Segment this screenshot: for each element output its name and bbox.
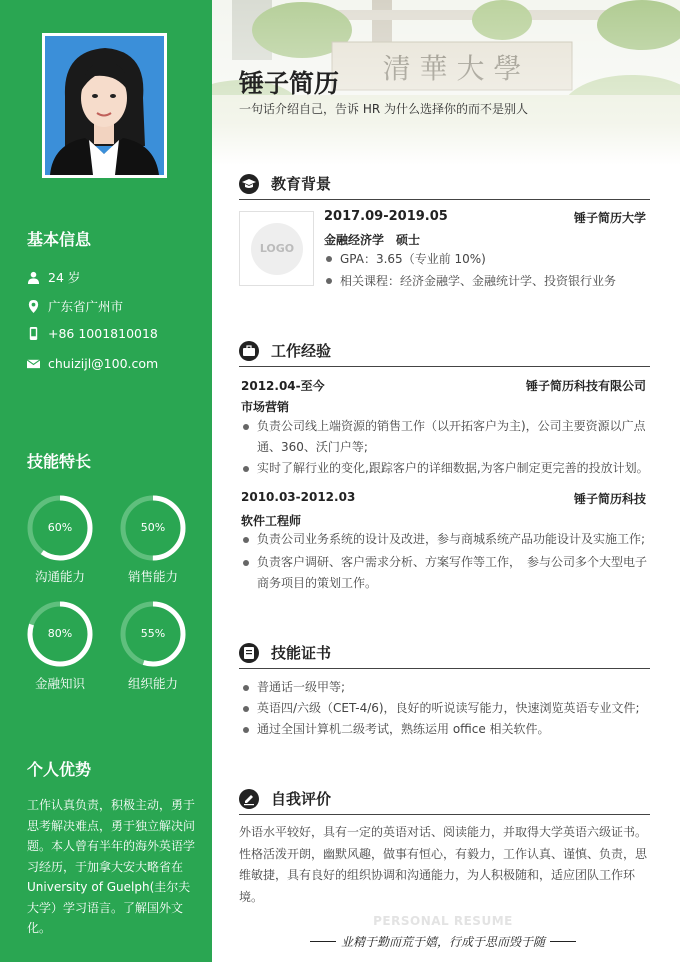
bullet-dot (243, 727, 249, 733)
education-gpa: GPA：3.65（专业前 10%) (340, 252, 486, 266)
education-title: 教育背景 (271, 175, 332, 193)
bullet-dot (243, 537, 249, 543)
advantage-title: 个人优势 (27, 760, 92, 779)
education-school: 锤子简历大学 (573, 211, 646, 225)
education-header (239, 174, 650, 200)
age-text: 24 岁 (48, 270, 81, 285)
logo-text: LOGO (251, 223, 303, 275)
briefcase-icon (239, 341, 259, 361)
bullet-dot (243, 560, 249, 566)
advantage-text: 工作认真负责，积极主动，勇于思考解决难点，勇于独立解决问题。本人曾有半年的海外英语学习经历，于加拿大安大略省在University of Guelph(圭尔夫大学）学习语言。了解国外文化。 (27, 798, 196, 935)
location-row (27, 297, 123, 315)
education-major: 金融经济学 硕士 (324, 233, 421, 247)
job-period: 2012.04-至今 (241, 379, 325, 393)
job-company: 锤子简历科技 (573, 492, 646, 506)
skill-label: 组织能力 (127, 676, 178, 691)
footer-motto: 业精于勤而荒于嬉，行成于思而毁于随 (340, 935, 545, 949)
graduation-cap-icon (239, 174, 259, 194)
job-role: 市场营销 (241, 400, 290, 414)
education-period: 2017.09-2019.05 (324, 209, 448, 224)
email-row (27, 356, 158, 371)
email-text: chuizijl@100.com (48, 356, 159, 371)
job-duty: 负责公司线上端资源的销售工作（以开拓客户为主)，公司主要资源以广点通、360、沃门户等; (257, 419, 646, 454)
job-period: 2010.03-2012.03 (241, 490, 356, 504)
cert-item: 英语四/六级（CET-4/6)，良好的听说读写能力，快速浏览英语专业文件; (257, 701, 640, 715)
bullet-dot (326, 256, 332, 262)
bullet-dot (243, 424, 249, 430)
skill-label: 金融知识 (34, 676, 85, 691)
bullet-dot (243, 685, 249, 691)
footer-english-title: PERSONAL RESUME (373, 914, 513, 928)
person-icon (27, 271, 40, 284)
certs-header (239, 643, 650, 669)
basic-info-title: 基本信息 (27, 230, 92, 249)
work-header (239, 341, 650, 367)
self-eval-text: 外语水平较好，具有一定的英语对话、阅读能力，并取得大学英语六级证书。性格活泼开朗，幽默风趣，做事有恒心，有毅力，工作认真、谨慎、负责，思维敏捷，具有良好的组织协调和沟通能力，为人积极随和，适应团队工作环境。 (239, 825, 648, 904)
resume-tagline: 一句话介绍自己，告诉 HR 为什么选择你的而不是别人 (239, 102, 528, 116)
skill-percent: 55% (140, 627, 166, 640)
skill-label: 销售能力 (127, 569, 178, 584)
skill-percent: 50% (140, 521, 166, 534)
skill-ring-finance (27, 601, 93, 667)
phone-icon (27, 327, 40, 340)
certs-title: 技能证书 (271, 644, 332, 662)
self-eval-title: 自我评价 (271, 790, 332, 808)
job-role: 软件工程师 (241, 514, 302, 528)
skill-ring-sales (120, 495, 186, 561)
profile-photo (42, 33, 167, 178)
skills-title: 技能特长 (27, 452, 92, 471)
skill-percent: 60% (47, 521, 73, 534)
school-logo-placeholder (239, 211, 314, 286)
resume-name: 锤子简历 (239, 69, 340, 98)
phone-row (27, 326, 158, 341)
sidebar (0, 0, 212, 962)
job-duty: 负责客户调研、客户需求分析、方案写作等工作， 参与公司多个大型电子商务项目的策划工作。 (257, 555, 648, 590)
phone-text: +86 1001810018 (48, 326, 158, 341)
location-text: 广东省广州市 (48, 299, 124, 314)
education-courses: 相关课程：经济金融学、金融统计学、投资银行业务 (340, 274, 617, 288)
bullet-dot (326, 278, 332, 284)
skill-label: 沟通能力 (34, 569, 85, 584)
work-title: 工作经验 (271, 342, 332, 360)
location-pin-icon (27, 300, 40, 313)
skill-percent: 80% (47, 627, 73, 640)
skill-ring-organization (120, 601, 186, 667)
pencil-icon (239, 789, 259, 809)
envelope-icon (27, 357, 40, 370)
job-duty: 负责公司业务系统的设计及改进，参与商城系统产品功能设计及实施工作; (257, 532, 646, 546)
footer-dash-right (550, 941, 576, 942)
self-eval-header (239, 789, 650, 815)
cert-item: 通过全国计算机二级考试，熟练运用 office 相关软件。 (257, 722, 550, 736)
job-company: 锤子简历科技有限公司 (525, 379, 646, 393)
skill-ring-communication (27, 495, 93, 561)
age-row (27, 268, 80, 286)
certificate-icon (239, 643, 259, 663)
cert-item: 普通话一级甲等; (257, 680, 346, 694)
job-duty: 实时了解行业的变化,跟踪客户的详细数据,为客户制定更完善的投放计划。 (257, 461, 649, 475)
bullet-dot (243, 466, 249, 472)
bullet-dot (243, 706, 249, 712)
